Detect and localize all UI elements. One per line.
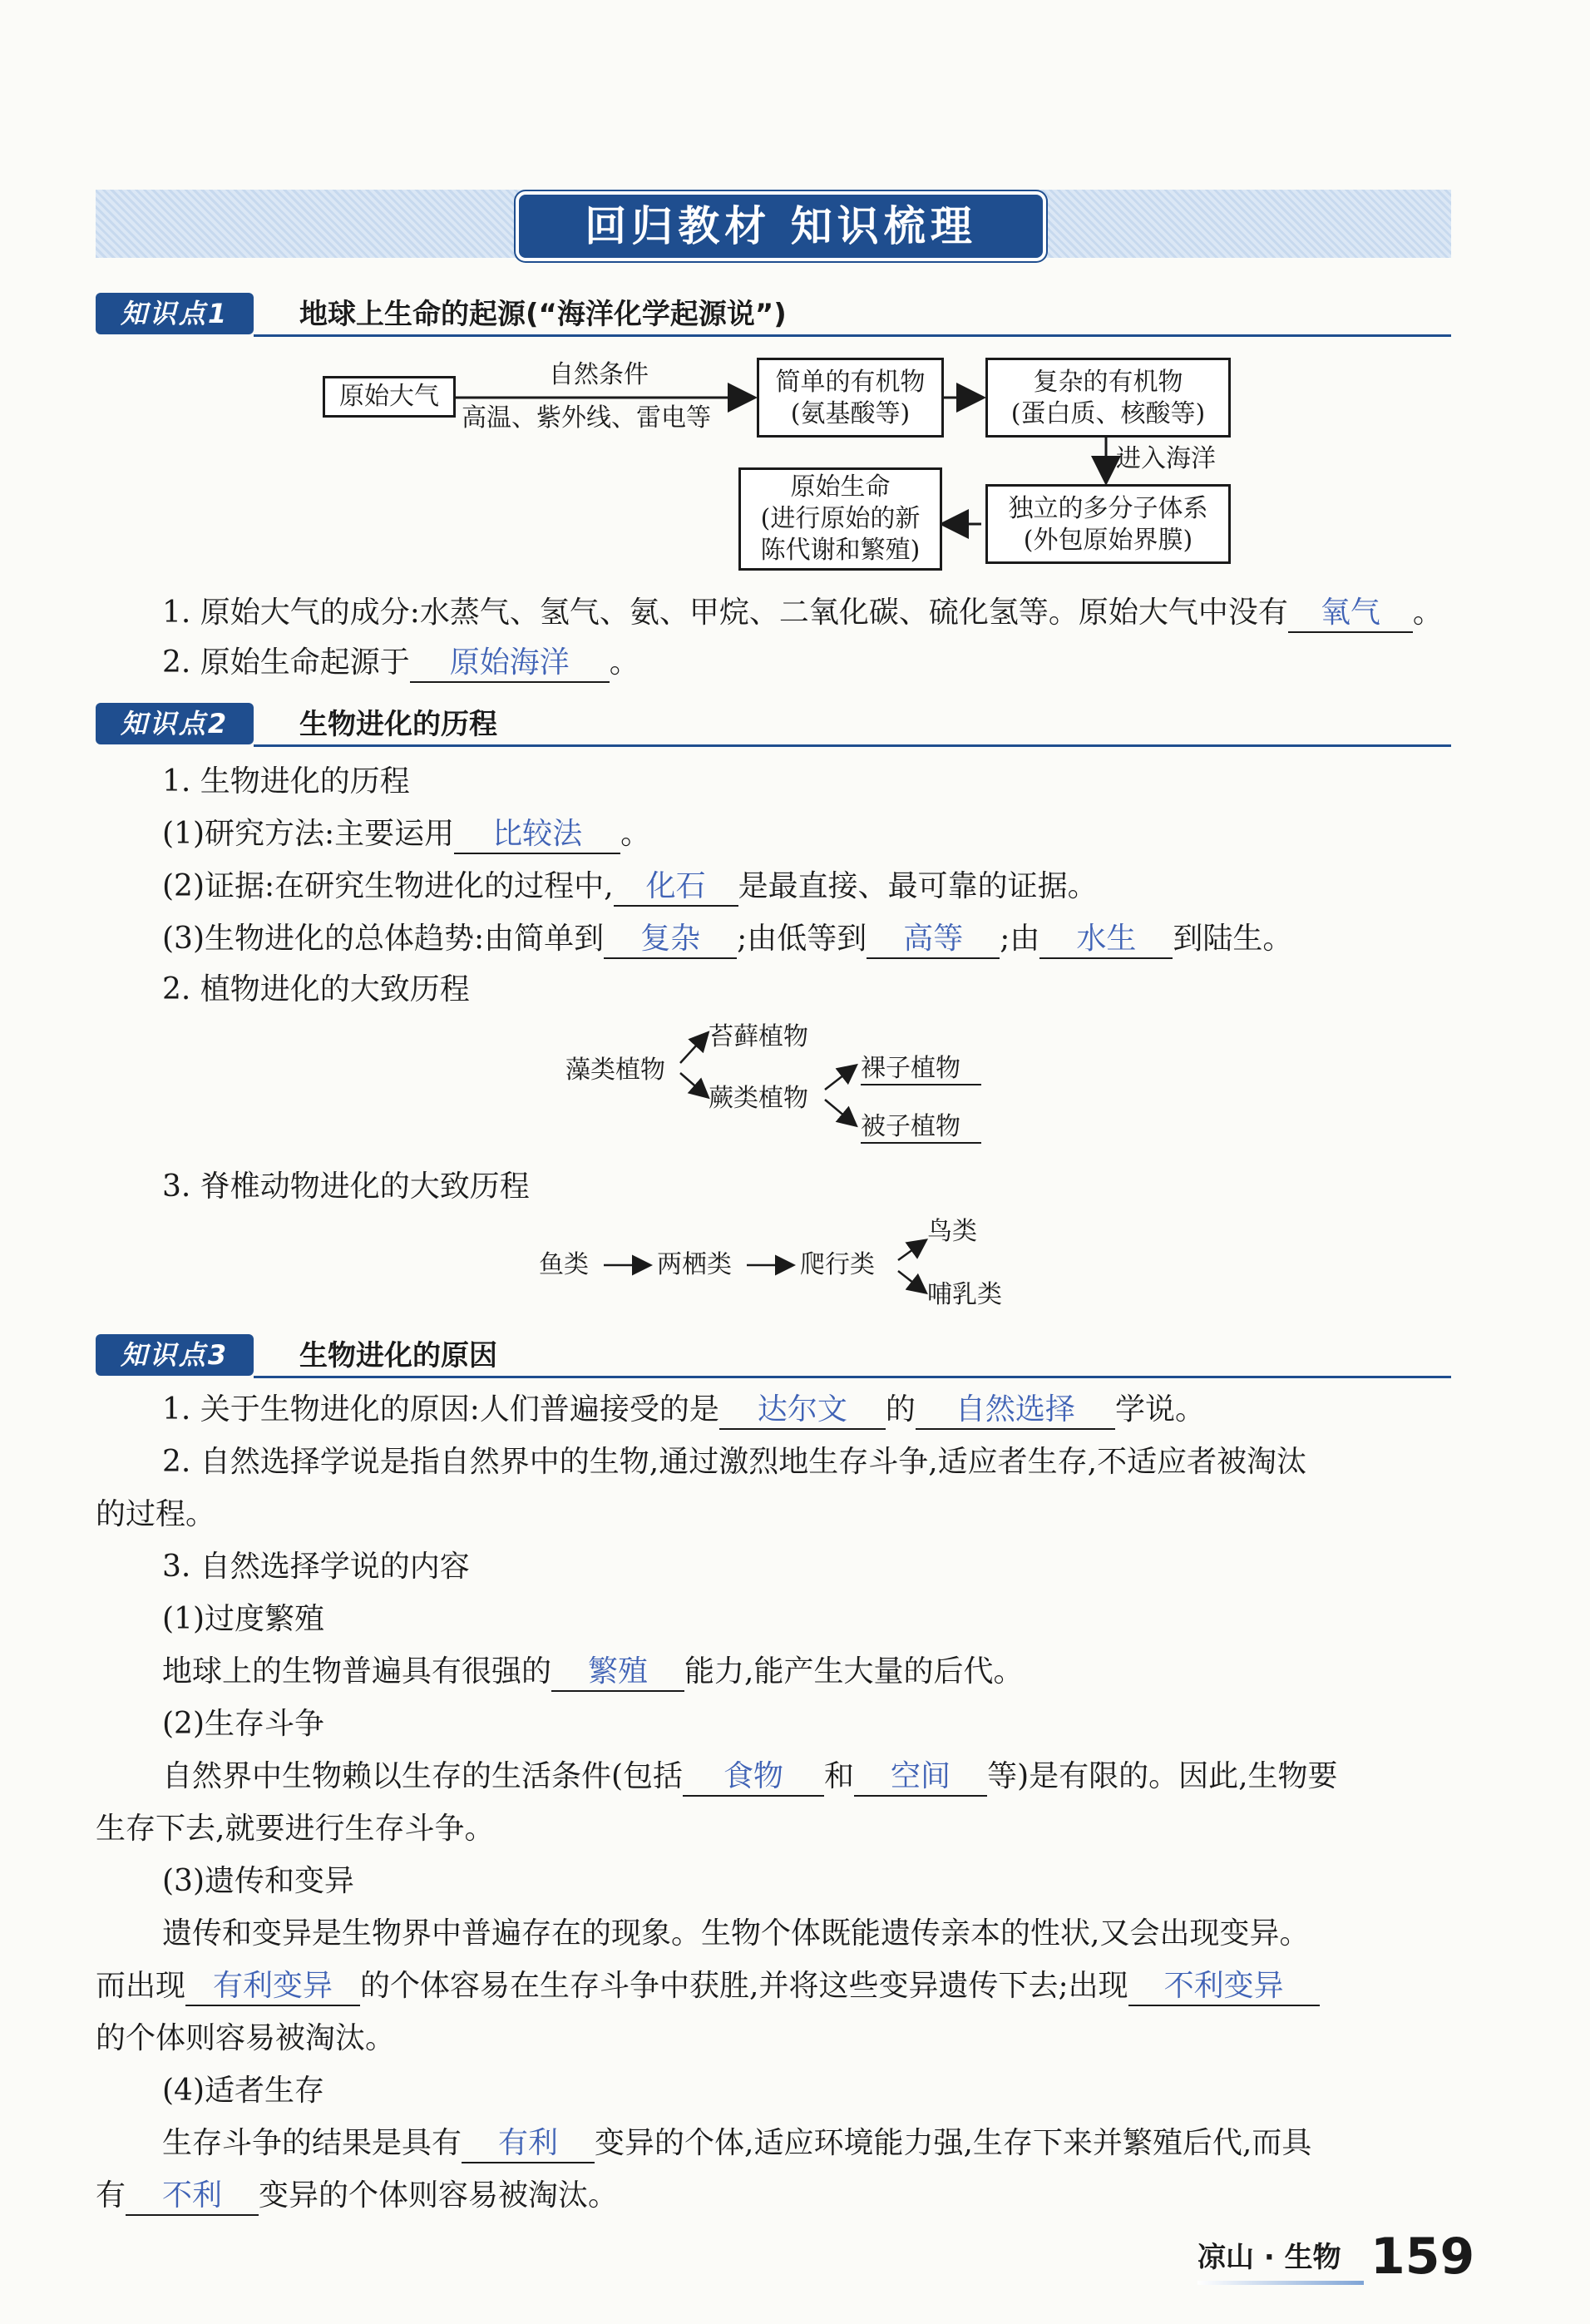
into-ocean-label: 进入海洋: [1116, 444, 1216, 473]
section-title-2: 生物进化的历程: [299, 708, 497, 741]
k3-h2: (2)生存斗争: [162, 1707, 324, 1741]
k1-q1-end: 。: [1412, 596, 1443, 630]
plant-moss: 苔藓植物: [709, 1022, 808, 1051]
k3-h4-b-text: 有: [96, 2178, 126, 2213]
k2-m2-answer: 化石: [614, 868, 738, 907]
primitive-life-line3: 陈代谢和繁殖): [760, 536, 921, 565]
k3-h3-answer-1: 有利变异: [185, 1968, 360, 2006]
section-title-3: 生物进化的原因: [299, 1339, 497, 1372]
k2-m1-end: 。: [620, 817, 651, 851]
condition-top: 自然条件: [549, 360, 649, 389]
k2-m3-answer-1: 复杂: [604, 921, 737, 959]
animal-mammal: 哺乳类: [927, 1280, 1002, 1309]
k3-h4: (4)适者生存: [162, 2074, 324, 2108]
k3-h4-mid: 变异的个体,适应环境能力强,生存下来并繁殖后代,而具: [595, 2126, 1312, 2160]
section-tag-2: 知识点2: [96, 703, 254, 744]
k3-p1-end: 学说。: [1114, 1392, 1205, 1427]
k3-p2-a: 2. 自然选择学说是指自然界中的生物,通过激烈地生存斗争,适应者生存,不适应者被淘汰: [162, 1445, 1307, 1479]
k3-p1-mid: 的: [885, 1392, 916, 1427]
animal-fish: 鱼类: [539, 1250, 589, 1279]
box-primitive-atmosphere: 原始大气: [323, 376, 456, 418]
k3-h2-answer-2: 空间: [854, 1758, 987, 1797]
k3-h4-end: 变异的个体则容易被淘汰。: [259, 2178, 619, 2213]
k2-m3-end: 到陆生。: [1173, 922, 1293, 956]
section-tag-3: 知识点3: [96, 1334, 254, 1376]
k3-h3-b-mid: 的个体容易在生存斗争中获胜,并将这些变异遗传下去;出现: [360, 1969, 1128, 2003]
k3-h2-mid: 和: [824, 1759, 855, 1793]
k3-h1-text: 地球上的生物普遍具有很强的: [162, 1654, 552, 1689]
primitive-life-line1: 原始生命: [790, 472, 891, 502]
plant-algae: 藻类植物: [565, 1056, 665, 1085]
k3-p1-text: 1. 关于生物进化的原因:人们普遍接受的是: [162, 1392, 719, 1427]
section-tag-1: 知识点1: [96, 293, 254, 334]
k3-h3-b-text: 而出现: [96, 1969, 186, 2003]
footer-rule: [1197, 2281, 1364, 2285]
k2-m3-answer-3: 水生: [1039, 921, 1173, 959]
k2-m3-text: (3)生物进化的总体趋势:由简单到: [162, 922, 605, 956]
k3-h2-end: 等)是有限的。因此,生物要: [987, 1759, 1338, 1793]
k3-h3: (3)遗传和变异: [162, 1864, 354, 1898]
section-rule-3: [254, 1376, 1451, 1378]
k3-h4-answer-2: 不利: [126, 2178, 259, 2216]
k2-s3: 3. 脊椎动物进化的大致历程: [162, 1169, 530, 1204]
section-header-3: [96, 1334, 1451, 1377]
k3-h3-a: 遗传和变异是生物界中普遍存在的现象。生物个体既能遗传亲本的性状,又会出现变异。: [162, 1916, 1310, 1951]
k1-q2-end: 。: [609, 645, 639, 680]
k2-m3-mid-2: ;由: [1000, 922, 1040, 956]
complex-organic-line2: (蛋白质、核酸等): [1010, 399, 1206, 428]
k3-p1-answer-2: 自然选择: [916, 1392, 1115, 1430]
k3-h2-text: 自然界中生物赖以生存的生活条件(包括: [162, 1759, 684, 1793]
animal-reptile: 爬行类: [800, 1250, 875, 1279]
k3-h1-end: 能力,能产生大量的后代。: [684, 1654, 1024, 1689]
k2-m1-answer: 比较法: [454, 816, 620, 854]
banner-title: 回归教材 知识梳理: [516, 191, 1046, 261]
plant-fern: 蕨类植物: [709, 1084, 808, 1113]
complex-organic-line1: 复杂的有机物: [1033, 368, 1183, 397]
k1-q1-answer: 氧气: [1288, 595, 1413, 633]
k1-q2-answer: 原始海洋: [410, 645, 610, 683]
k3-h4-answer-1: 有利: [462, 2125, 595, 2163]
multi-system-line1: 独立的多分子体系: [1008, 494, 1208, 523]
k3-h4-b: [96, 2175, 618, 2217]
plant-angiosperm: 被子植物: [861, 1112, 960, 1141]
k3-h2-answer-1: 食物: [683, 1758, 824, 1797]
primitive-life-line2: (进行原始的新: [760, 504, 921, 533]
simple-organic-line2: (氨基酸等): [790, 399, 911, 428]
simple-organic-line1: 简单的有机物: [775, 368, 926, 397]
page-number: 159: [1370, 2228, 1475, 2286]
k3-h2-b: 生存下去,就要进行生存斗争。: [96, 1812, 495, 1846]
k3-h1-answer: 繁殖: [551, 1654, 684, 1692]
k1-q1-text: 1. 原始大气的成分:水蒸气、氢气、氨、甲烷、二氧化碳、硫化氢等。原始大气中没有: [162, 596, 1288, 630]
k1-q2-text: 2. 原始生命起源于: [162, 645, 410, 680]
k3-h1-body: [162, 1651, 1023, 1693]
k2-m2-text: (2)证据:在研究生物进化的过程中,: [162, 869, 614, 903]
k3-h4-body: [162, 2123, 1311, 2164]
k3-p3: 3. 自然选择学说的内容: [162, 1550, 470, 1584]
k2-m1-text: (1)研究方法:主要运用: [162, 817, 455, 851]
animal-bird: 鸟类: [927, 1217, 977, 1246]
k2-m3-mid-1: ;由低等到: [737, 922, 867, 956]
k3-h3-c: 的个体则容易被淘汰。: [96, 2021, 396, 2055]
k2-m3-answer-2: 高等: [867, 921, 1000, 959]
k3-h1: (1)过度繁殖: [162, 1602, 324, 1636]
k3-h4-text: 生存斗争的结果是具有: [162, 2126, 462, 2160]
k3-p1: [162, 1389, 1205, 1431]
plant-gymnosperm: 裸子植物: [861, 1054, 960, 1083]
k3-h3-b: [96, 1966, 1320, 2007]
animal-amphibian: 两栖类: [657, 1250, 732, 1279]
footer-subject: 凉山 · 生物: [1197, 2241, 1341, 2274]
k3-h2-body: [162, 1756, 1338, 1797]
k2-m2-end: 是最直接、最可靠的证据。: [738, 869, 1098, 903]
k3-p2-b: 的过程。: [96, 1497, 216, 1531]
multi-system-line2: (外包原始界膜): [1023, 526, 1193, 555]
k3-p1-answer-1: 达尔文: [719, 1392, 886, 1430]
k3-h3-answer-2: 不利变异: [1128, 1968, 1320, 2006]
section-title-1: 地球上生命的起源(“海洋化学起源说”): [299, 298, 787, 331]
k2-s1: 1. 生物进化的历程: [162, 764, 410, 799]
k2-s2: 2. 植物进化的大致历程: [162, 972, 470, 1006]
condition-bottom: 高温、紫外线、雷电等: [462, 403, 711, 433]
